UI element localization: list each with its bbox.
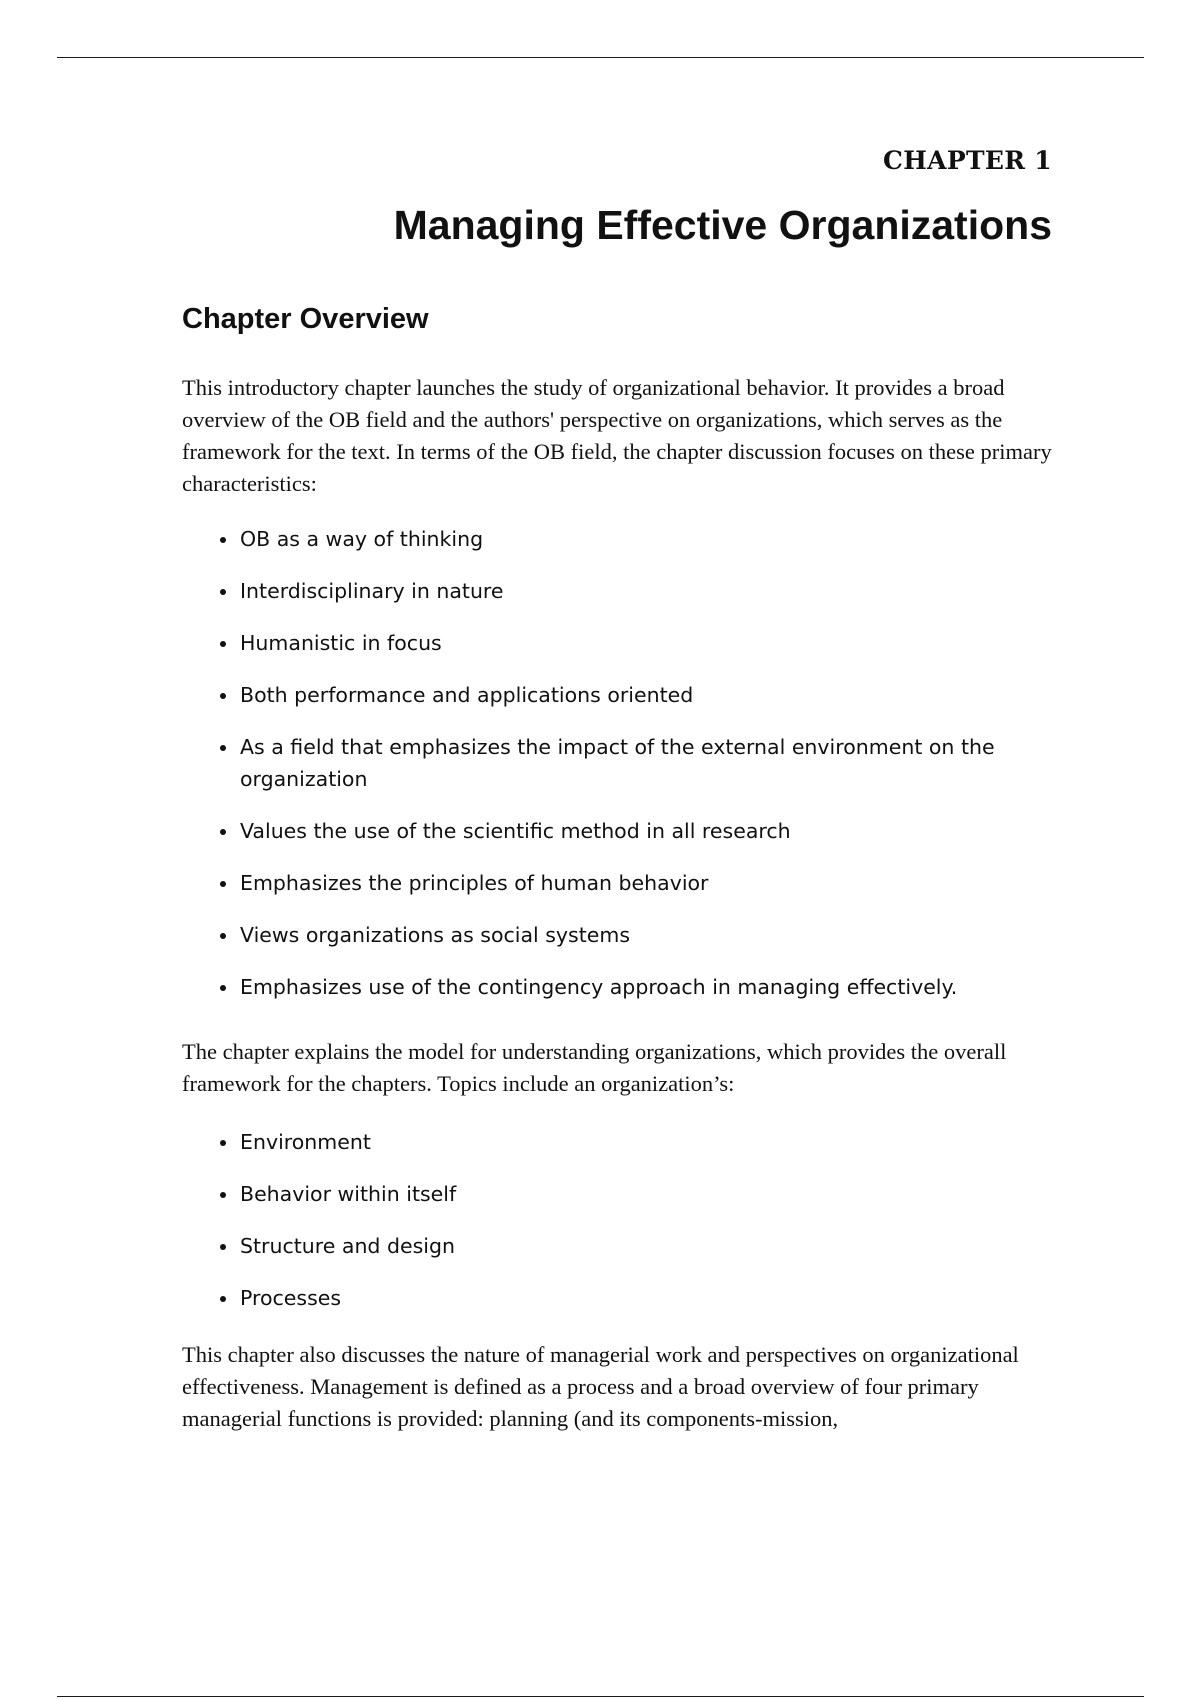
bullet-icon [220, 1192, 226, 1198]
list-item [220, 1230, 1020, 1262]
list-item-text: Views organizations as social systems [240, 923, 631, 947]
chapter-label: CHAPTER 1 [883, 146, 1052, 175]
bullet-icon [220, 1296, 226, 1302]
bullet-icon [220, 829, 226, 835]
bullet-icon [220, 745, 226, 751]
list-item-text: Both performance and applications oriented [240, 683, 694, 707]
characteristics-list [220, 523, 1020, 1023]
bullet-icon [220, 1140, 226, 1146]
top-rule [57, 57, 1144, 58]
chapter-title: Managing Effective Organizations [393, 202, 1052, 248]
list-item [220, 627, 1020, 659]
model-topics-list [220, 1126, 1020, 1334]
bullet-icon [220, 641, 226, 647]
list-item-text: Environment [240, 1130, 371, 1154]
list-item [220, 1126, 1020, 1158]
list-item-text: Behavior within itself [240, 1182, 457, 1206]
bullet-icon [220, 589, 226, 595]
bullet-icon [220, 933, 226, 939]
model-paragraph: The chapter explains the model for understanding organizations, which provides the overall framework for the chapters. Topics include an organization’s: [182, 1039, 1007, 1096]
list-item [220, 815, 1020, 847]
bullet-icon [220, 985, 226, 991]
section-heading-overview: Chapter Overview [182, 303, 429, 335]
bottom-rule [57, 1696, 1144, 1697]
list-item [220, 679, 1020, 711]
bullet-icon [220, 881, 226, 887]
list-item-text: As a field that emphasizes the impact of the external environment on the organization [240, 735, 995, 791]
bullet-icon [220, 1244, 226, 1250]
list-item-text: Emphasizes use of the contingency approach in managing effectively. [240, 975, 958, 999]
list-item-text: Humanistic in focus [240, 631, 442, 655]
list-item [220, 1282, 1020, 1314]
closing-paragraph: This chapter also discusses the nature of managerial work and perspectives on organizational effectiveness. Management is defined as a process and a broad overview of four primary managerial functions is provided: planning (and its components-mission, [182, 1342, 1019, 1431]
list-item [220, 575, 1020, 607]
list-item [220, 1178, 1020, 1210]
list-item-text: OB as a way of thinking [240, 527, 484, 551]
bullet-icon [220, 693, 226, 699]
list-item [220, 523, 1020, 555]
list-item [220, 919, 1020, 951]
list-item-text: Values the use of the scientific method in all research [240, 819, 791, 843]
list-item-text: Structure and design [240, 1234, 455, 1258]
list-item-text: Emphasizes the principles of human behavior [240, 871, 709, 895]
list-item [220, 971, 1020, 1003]
list-item-text: Interdisciplinary in nature [240, 579, 504, 603]
list-item [220, 867, 1020, 899]
list-item-text: Processes [240, 1286, 342, 1310]
bullet-icon [220, 537, 226, 543]
list-item [220, 731, 1020, 795]
intro-paragraph: This introductory chapter launches the study of organizational behavior. It provides a broad overview of the OB field and the authors' perspective on organizations, which serves as the framework for the text. In terms of the OB field, the chapter discussion focuses on these primary characteristics: [182, 375, 1052, 496]
